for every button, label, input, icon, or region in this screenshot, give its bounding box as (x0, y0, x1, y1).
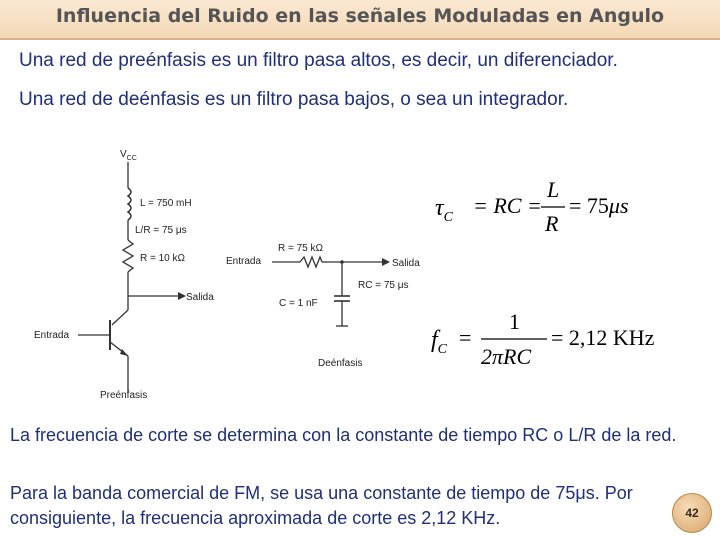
deemphasis-circuit (222, 236, 432, 371)
slide-title: Influencia del Ruido en las señales Moduladas en Angulo (55, 5, 665, 27)
vcc-label: $V_{CC}$ (120, 149, 137, 162)
paragraph-fm-band: Para la banda comercial de FM, se usa una constante de tiempo de 75μs. Por consiguiente, la frecuencia aproximada de corte es 2,12 KHz. (10, 483, 633, 528)
page-number-badge: 42 (672, 493, 712, 533)
title-bar (0, 0, 720, 40)
fraction2-numerator: 1 (509, 309, 520, 334)
tau-symbol: $\tau_C$ (435, 195, 453, 225)
preemphasis-input-label: Entrada (34, 330, 70, 341)
eq2-value: = 2,12 KHz (551, 325, 655, 350)
deemphasis-time-constant-label: RC = 75 μs (358, 280, 409, 291)
paragraph-cutoff: La frecuencia de corte se determina con la constante de tiempo RC o L/R de la red. (10, 425, 677, 445)
bullet-deemphasis: Una red de deénfasis es un filtro pasa bajos, o sea un integrador. (19, 89, 569, 110)
eq2-equals: = (459, 325, 472, 350)
preemphasis-caption: Preénfasis (100, 390, 148, 401)
inductance-label: L = 750 mH (140, 198, 192, 209)
bullet-preemphasis: Una red de preénfasis es un filtro pasa altos, es decir, un diferenciador. (19, 50, 618, 71)
fraction2-denominator: 2πRC (481, 344, 532, 369)
resistance-label: R = 10 kΩ (140, 253, 185, 264)
preemphasis-circuit (30, 140, 240, 410)
equations (425, 165, 715, 380)
deemphasis-resistance-label: R = 75 kΩ (278, 243, 323, 254)
deemphasis-caption: Deénfasis (318, 358, 363, 369)
deemphasis-input-label: Entrada (226, 256, 262, 267)
deemphasis-output-label: Salida (392, 258, 420, 269)
fraction1-denominator: R (545, 211, 559, 236)
fc-symbol: $f_C$ (431, 327, 448, 357)
capacitance-label: C = 1 nF (279, 298, 318, 309)
time-constant-label: L/R = 75 μs (135, 225, 187, 236)
preemphasis-output-label: Salida (186, 292, 214, 303)
inductor-symbol (128, 188, 131, 220)
resistor-symbol (123, 240, 133, 272)
eq1-middle: = RC = (473, 193, 542, 218)
deemphasis-resistor-symbol (300, 257, 322, 267)
eq1-value: = 75μs (569, 193, 629, 218)
fraction1-numerator: L (547, 177, 560, 202)
